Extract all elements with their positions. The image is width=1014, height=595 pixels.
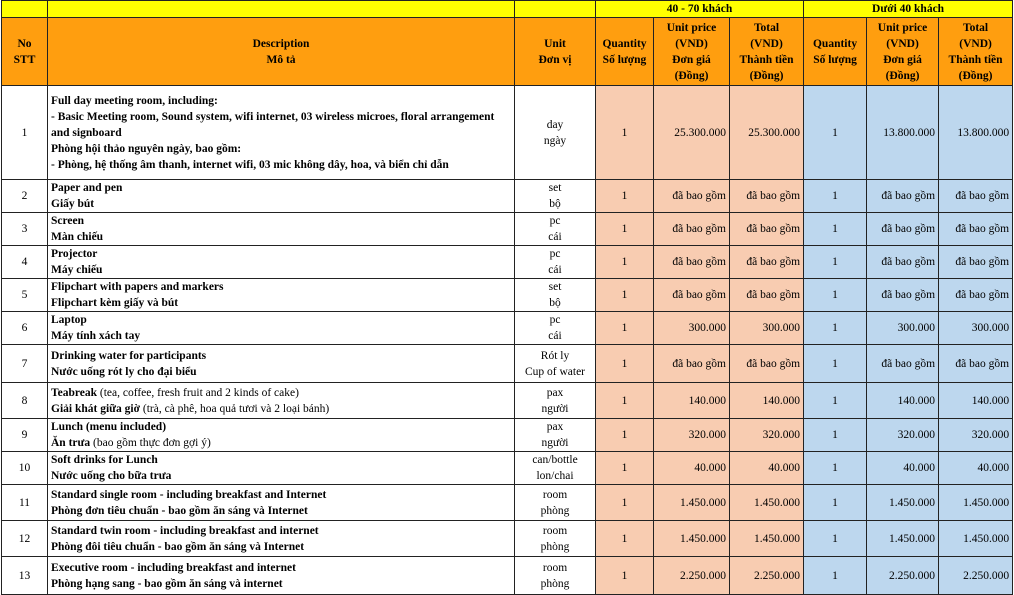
description-text: Soft drinks for Lunch — [51, 454, 158, 466]
unit-price-group-b: đã bao gồm — [867, 180, 939, 213]
header-description-vi: Mô tả — [266, 53, 296, 66]
qty-group-a: 1 — [596, 557, 654, 595]
description-line — [51, 452, 511, 468]
qty-group-a: 1 — [596, 279, 654, 312]
qty-group-b: 1 — [804, 452, 867, 485]
row-number: 4 — [2, 246, 48, 279]
unit-price-group-a: 140.000 — [654, 383, 730, 419]
total-group-a: đã bao gồm — [730, 246, 804, 279]
unit-line: ngày — [543, 134, 567, 147]
group-a-header: 40 - 70 khách — [596, 1, 804, 18]
unit-price-group-b: đã bao gồm — [867, 345, 939, 383]
total-group-a: đã bao gồm — [730, 345, 804, 383]
description-text: Phòng đơn tiêu chuẩn - bao gồm ăn sáng và Internet — [51, 504, 308, 517]
row-number: 1 — [2, 86, 48, 180]
header-quantity-en: Quantity — [602, 37, 647, 50]
description-text: Máy tính xách tay — [51, 330, 141, 342]
total-group-a: đã bao gồm — [730, 213, 804, 246]
unit-price-group-b: 320.000 — [867, 419, 939, 452]
total-group-a: 320.000 — [730, 419, 804, 452]
header-total-line: (VND) — [959, 37, 992, 50]
total-group-a: 1.450.000 — [730, 485, 804, 521]
description-line — [51, 295, 511, 311]
row-unit — [515, 452, 596, 485]
row-description — [48, 312, 515, 345]
row-unit — [515, 279, 596, 312]
unit-line: người — [541, 437, 569, 449]
total-group-b: 140.000 — [939, 383, 1013, 419]
unit-price-group-b: 1.450.000 — [867, 521, 939, 557]
unit-price-group-b: 1.450.000 — [867, 485, 939, 521]
description-text: Teabreak — [51, 386, 98, 399]
table-row — [2, 521, 1013, 557]
unit-line: Rót ly — [540, 349, 570, 362]
description-line — [51, 180, 511, 196]
table-row — [2, 312, 1013, 345]
qty-group-b: 1 — [804, 383, 867, 419]
quotation-table — [1, 0, 1013, 595]
unit-price-group-a: đã bao gồm — [654, 279, 730, 312]
unit-line: set — [548, 281, 562, 293]
qty-group-a: 1 — [596, 345, 654, 383]
header-total-line: Total — [962, 21, 989, 34]
description-text: Laptop — [51, 314, 87, 326]
unit-line: pax — [546, 421, 564, 433]
description-text: Flipchart with papers and markers — [51, 281, 224, 293]
unit-price-group-b: đã bao gồm — [867, 246, 939, 279]
total-group-a: 1.450.000 — [730, 521, 804, 557]
header-total-line: (VND) — [750, 37, 783, 50]
row-description — [48, 485, 515, 521]
total-group-a: 2.250.000 — [730, 557, 804, 595]
row-description — [48, 521, 515, 557]
row-number: 7 — [2, 345, 48, 383]
total-group-a: 40.000 — [730, 452, 804, 485]
header-total-b — [939, 18, 1013, 86]
row-description — [48, 279, 515, 312]
unit-line: pc — [549, 314, 561, 326]
description-line — [51, 262, 511, 278]
description-line — [51, 385, 511, 401]
row-number: 6 — [2, 312, 48, 345]
total-group-b: 13.800.000 — [939, 86, 1013, 180]
header-total-line: Thành tiền — [948, 53, 1003, 66]
qty-group-a: 1 — [596, 452, 654, 485]
row-unit — [515, 246, 596, 279]
total-group-b: đã bao gồm — [939, 213, 1013, 246]
description-text: Standard twin room - including breakfast and internet — [51, 524, 319, 537]
header-quantity-b — [804, 18, 867, 86]
description-line — [51, 348, 511, 364]
unit-price-group-b: 300.000 — [867, 312, 939, 345]
qty-group-b: 1 — [804, 246, 867, 279]
header-total-line: Thành tiền — [739, 53, 794, 66]
row-description — [48, 86, 515, 180]
unit-line: can/bottle — [532, 454, 578, 466]
qty-group-a: 1 — [596, 383, 654, 419]
qty-group-b: 1 — [804, 312, 867, 345]
header-no-en: No — [17, 37, 32, 50]
row-unit — [515, 485, 596, 521]
row-unit — [515, 345, 596, 383]
header-description — [48, 18, 515, 86]
row-unit — [515, 213, 596, 246]
description-line — [51, 560, 511, 576]
header-total-a — [730, 18, 804, 86]
total-group-b: đã bao gồm — [939, 246, 1013, 279]
header-unit — [515, 18, 596, 86]
table-row — [2, 383, 1013, 419]
description-line — [51, 468, 511, 484]
unit-line: pax — [546, 386, 564, 399]
description-line — [51, 523, 511, 539]
row-number: 9 — [2, 419, 48, 452]
row-unit — [515, 521, 596, 557]
description-line — [51, 109, 511, 141]
description-text: Máy chiếu — [51, 264, 103, 276]
row-number: 2 — [2, 180, 48, 213]
description-text: Executive room - including breakfast and internet — [51, 561, 296, 574]
description-line — [51, 279, 511, 295]
row-unit — [515, 312, 596, 345]
row-number: 3 — [2, 213, 48, 246]
description-note: (trà, cà phê, hoa quả tươi và 2 loại bánh) — [140, 402, 330, 415]
header-unit-en: Unit — [544, 37, 566, 50]
total-group-b: đã bao gồm — [939, 345, 1013, 383]
header-unit-price-b — [867, 18, 939, 86]
unit-line: phòng — [540, 540, 570, 553]
total-group-b: 1.450.000 — [939, 485, 1013, 521]
row-description — [48, 345, 515, 383]
table-row — [2, 485, 1013, 521]
total-group-b: đã bao gồm — [939, 180, 1013, 213]
row-description — [48, 213, 515, 246]
description-text: Phòng hội thảo nguyên ngày, bao gồm: — [51, 142, 242, 155]
unit-price-group-a: 1.450.000 — [654, 485, 730, 521]
total-group-b: đã bao gồm — [939, 279, 1013, 312]
description-line — [51, 141, 511, 157]
table-row — [2, 86, 1013, 180]
table-row — [2, 419, 1013, 452]
qty-group-a: 1 — [596, 246, 654, 279]
header-quantity-vi: Số lượng — [602, 53, 647, 66]
qty-group-b: 1 — [804, 279, 867, 312]
total-group-a: đã bao gồm — [730, 180, 804, 213]
row-number: 11 — [2, 485, 48, 521]
row-unit — [515, 419, 596, 452]
unit-price-group-a: 1.450.000 — [654, 521, 730, 557]
unit-price-group-b: đã bao gồm — [867, 279, 939, 312]
row-number: 12 — [2, 521, 48, 557]
header-spacer — [2, 1, 48, 18]
unit-price-group-a: 25.300.000 — [654, 86, 730, 180]
description-text: Nước uống cho bữa trưa — [51, 470, 172, 482]
unit-price-group-b: đã bao gồm — [867, 213, 939, 246]
total-group-b: 1.450.000 — [939, 521, 1013, 557]
unit-price-group-b: 13.800.000 — [867, 86, 939, 180]
description-line — [51, 246, 511, 262]
total-group-a: 25.300.000 — [730, 86, 804, 180]
unit-line: room — [542, 488, 568, 501]
unit-line: cái — [548, 264, 562, 276]
total-group-a: 140.000 — [730, 383, 804, 419]
description-line — [51, 196, 511, 212]
description-text: Flipchart kèm giấy và bút — [51, 297, 179, 309]
header-quantity-a — [596, 18, 654, 86]
row-description — [48, 246, 515, 279]
unit-price-group-a: 320.000 — [654, 419, 730, 452]
description-line — [51, 364, 511, 380]
row-description — [48, 452, 515, 485]
total-group-a: 300.000 — [730, 312, 804, 345]
row-unit — [515, 557, 596, 595]
row-unit — [515, 383, 596, 419]
unit-line: bộ — [549, 198, 561, 210]
description-text: Giấy bút — [51, 198, 95, 210]
header-unit-price-line: Unit price — [666, 21, 717, 34]
qty-group-b: 1 — [804, 557, 867, 595]
description-line — [51, 229, 511, 245]
table-row — [2, 345, 1013, 383]
description-line — [51, 419, 511, 435]
description-line — [51, 576, 511, 592]
description-text: Màn chiếu — [51, 231, 104, 243]
unit-line: cái — [548, 231, 562, 243]
header-unit-vi: Đơn vị — [538, 53, 572, 66]
description-line — [51, 487, 511, 503]
unit-price-group-b: 140.000 — [867, 383, 939, 419]
header-unit-price-line: (Đồng) — [674, 69, 709, 82]
description-text: Full day meeting room, including: — [51, 94, 218, 107]
description-line — [51, 312, 511, 328]
description-text: Lunch (menu included) — [51, 421, 167, 433]
row-unit — [515, 86, 596, 180]
table-row — [2, 246, 1013, 279]
unit-price-group-a: đã bao gồm — [654, 213, 730, 246]
row-description — [48, 419, 515, 452]
qty-group-b: 1 — [804, 345, 867, 383]
total-group-b: 40.000 — [939, 452, 1013, 485]
header-unit-price-line: Đơn giá — [672, 53, 711, 66]
header-unit-price-line: (VND) — [675, 37, 708, 50]
description-line — [51, 401, 511, 417]
qty-group-b: 1 — [804, 521, 867, 557]
unit-price-group-a: đã bao gồm — [654, 180, 730, 213]
unit-price-group-a: 40.000 — [654, 452, 730, 485]
header-total-line: (Đồng) — [749, 69, 784, 82]
header-unit-price-line: (Đồng) — [885, 69, 920, 82]
unit-line: lon/chai — [536, 470, 574, 482]
description-text: Drinking water for participants — [51, 349, 207, 362]
row-number: 8 — [2, 383, 48, 419]
header-no — [2, 18, 48, 86]
unit-price-group-b: 2.250.000 — [867, 557, 939, 595]
description-line — [51, 435, 511, 451]
qty-group-a: 1 — [596, 86, 654, 180]
header-total-line: Total — [753, 21, 780, 34]
unit-line: Cup of water — [524, 365, 586, 378]
unit-line: pc — [549, 248, 561, 260]
row-number: 13 — [2, 557, 48, 595]
description-text: - Basic Meeting room, Sound system, wifi internet, 03 wireless microes, floral arrangement and signboard — [51, 110, 495, 139]
row-description — [48, 383, 515, 419]
qty-group-b: 1 — [804, 485, 867, 521]
description-line — [51, 213, 511, 229]
description-text: Paper and pen — [51, 182, 123, 194]
table-row — [2, 180, 1013, 213]
row-number: 5 — [2, 279, 48, 312]
unit-line: người — [541, 402, 569, 415]
unit-price-group-a: đã bao gồm — [654, 345, 730, 383]
description-line — [51, 328, 511, 344]
qty-group-a: 1 — [596, 213, 654, 246]
unit-price-group-b: 40.000 — [867, 452, 939, 485]
column-header-row — [2, 18, 1013, 86]
description-note: (bao gồm thực đơn gợi ý) — [90, 437, 211, 449]
description-text: Nước uống rót ly cho đại biểu — [51, 365, 197, 378]
header-total-line: (Đồng) — [958, 69, 993, 82]
unit-line: phòng — [540, 504, 570, 517]
table-row — [2, 557, 1013, 595]
description-line — [51, 503, 511, 519]
header-unit-price-line: Đơn giá — [883, 53, 922, 66]
header-quantity-en: Quantity — [812, 37, 858, 50]
header-quantity-vi: Số lượng — [813, 53, 857, 66]
unit-price-group-a: 300.000 — [654, 312, 730, 345]
group-b-header: Dưới 40 khách — [804, 1, 1013, 18]
table-row — [2, 279, 1013, 312]
description-note: (tea, coffee, fresh fruit and 2 kinds of cake) — [97, 386, 299, 399]
description-line — [51, 539, 511, 555]
qty-group-a: 1 — [596, 312, 654, 345]
description-text: Phòng hạng sang - bao gồm ăn sáng và internet — [51, 577, 283, 590]
header-spacer — [515, 1, 596, 18]
description-text: Phòng đôi tiêu chuẩn - bao gồm ăn sáng và Internet — [51, 540, 305, 553]
unit-line: room — [542, 524, 568, 537]
description-text: Screen — [51, 215, 85, 227]
row-description — [48, 180, 515, 213]
header-no-vi: STT — [13, 53, 36, 66]
qty-group-b: 1 — [804, 213, 867, 246]
unit-price-group-a: 2.250.000 — [654, 557, 730, 595]
total-group-b: 320.000 — [939, 419, 1013, 452]
description-text: - Phòng, hệ thống âm thanh, internet wifi, 03 mic không dây, hoa, và biển chỉ dẫn — [51, 158, 449, 171]
unit-line: cái — [548, 330, 562, 342]
unit-line: room — [542, 561, 568, 574]
unit-line: phòng — [540, 577, 570, 590]
total-group-b: 300.000 — [939, 312, 1013, 345]
total-group-b: 2.250.000 — [939, 557, 1013, 595]
unit-line: set — [548, 182, 562, 194]
group-header-row — [2, 1, 1013, 18]
qty-group-b: 1 — [804, 419, 867, 452]
row-number: 10 — [2, 452, 48, 485]
description-text: Projector — [51, 248, 98, 260]
description-text: Giải khát giữa giờ — [51, 402, 140, 415]
qty-group-b: 1 — [804, 180, 867, 213]
qty-group-a: 1 — [596, 521, 654, 557]
description-line — [51, 93, 511, 109]
unit-price-group-a: đã bao gồm — [654, 246, 730, 279]
row-description — [48, 557, 515, 595]
row-unit — [515, 180, 596, 213]
qty-group-a: 1 — [596, 419, 654, 452]
header-spacer — [48, 1, 515, 18]
header-unit-price-line: Unit price — [877, 21, 928, 34]
table-row — [2, 452, 1013, 485]
unit-line: bộ — [549, 297, 561, 309]
header-description-en: Description — [252, 37, 310, 50]
unit-line: pc — [549, 215, 561, 227]
qty-group-a: 1 — [596, 180, 654, 213]
description-text: Standard single room - including breakfast and Internet — [51, 488, 327, 501]
header-unit-price-a — [654, 18, 730, 86]
table-row — [2, 213, 1013, 246]
total-group-a: đã bao gồm — [730, 279, 804, 312]
header-unit-price-line: (VND) — [886, 37, 919, 50]
description-line — [51, 157, 511, 173]
qty-group-b: 1 — [804, 86, 867, 180]
unit-line: day — [546, 118, 564, 131]
qty-group-a: 1 — [596, 485, 654, 521]
description-text: Ăn trưa — [51, 437, 91, 449]
